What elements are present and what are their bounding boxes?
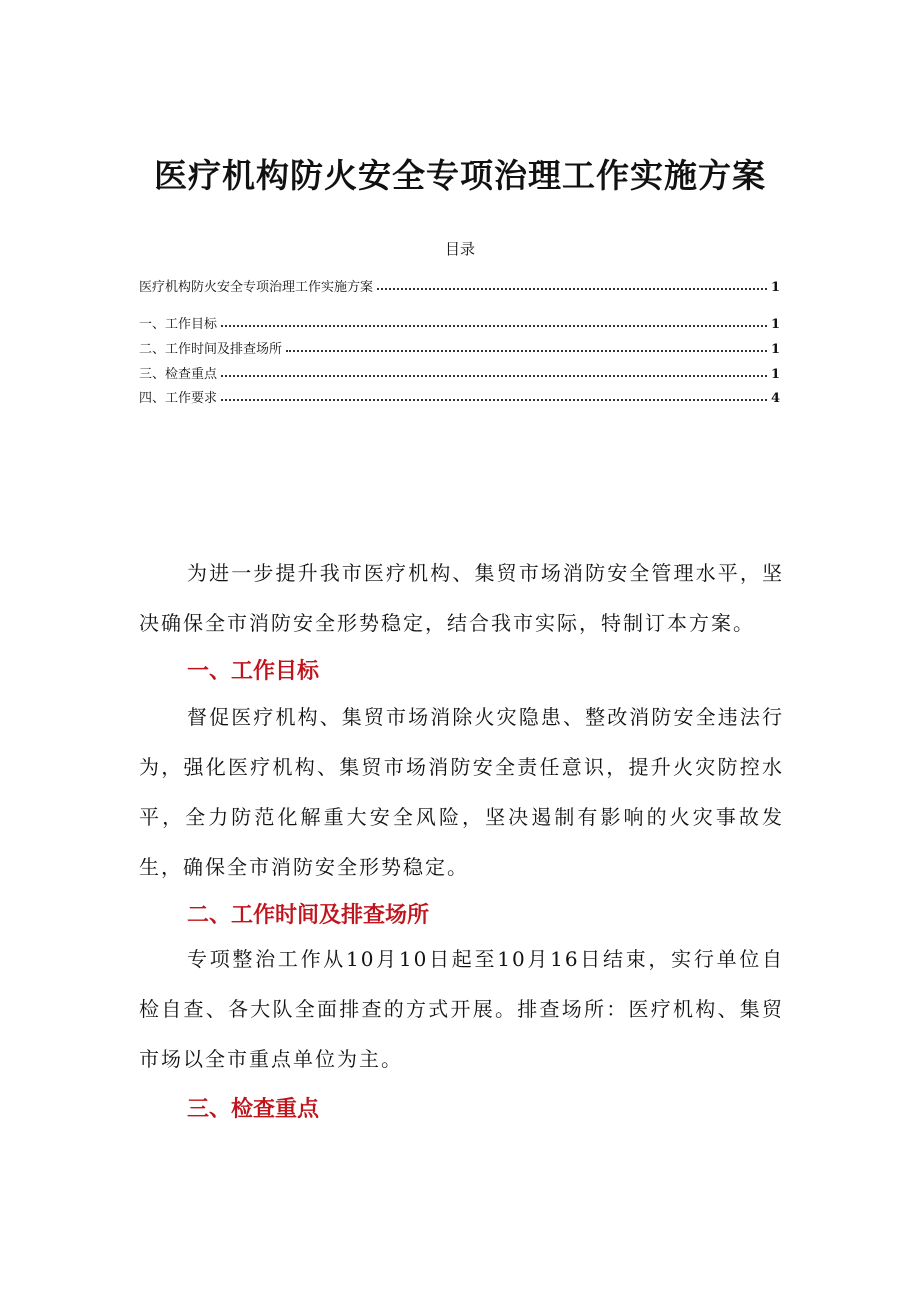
toc-entry-label: 医疗机构防火安全专项治理工作实施方案 (139, 280, 374, 295)
section-text-goals: 督促医疗机构、集贸市场消除火灾隐患、整改消防安全违法行为，强化医疗机构、集贸市场消防安全责任意识，提升火灾防控水平，全力防范化解重大安全风险，坚决遏制有影响的火灾事故发生，确保全市消防安全形势稳定。 (139, 705, 784, 879)
section-heading-goals: 一、工作目标 (187, 659, 320, 684)
document-title: 医疗机构防火安全专项治理工作实施方案 (154, 156, 766, 195)
toc-entry[interactable] (139, 275, 780, 295)
toc-entry-page: 4 (770, 391, 780, 406)
toc-leader-dots (221, 374, 767, 377)
section-heading-schedule: 二、工作时间及排查场所 (187, 903, 430, 928)
section-text-schedule: 专项整治工作从10月10日起至10月16日结束，实行单位自检自查、各大队全面排查的方式开展。排查场所：医疗机构、集贸市场以全市重点单位为主。 (139, 947, 784, 1071)
toc-heading: 目录 (444, 240, 475, 258)
toc-entry-page: 1 (770, 367, 780, 382)
toc-entry-label: 四、工作要求 (139, 391, 218, 406)
toc-entry-label: 二、工作时间及排查场所 (139, 342, 283, 357)
toc-entry-label: 一、工作目标 (139, 317, 218, 332)
toc-entry[interactable] (139, 362, 780, 382)
toc-entry[interactable] (139, 337, 780, 357)
toc-leader-dots (286, 349, 767, 352)
toc-entry[interactable] (139, 312, 780, 332)
toc-leader-dots (221, 324, 767, 327)
toc-entry-page: 1 (770, 317, 780, 332)
toc-entry-label: 三、检查重点 (139, 367, 218, 382)
toc-entry-page: 1 (770, 342, 780, 357)
section-heading-inspection: 三、检查重点 (187, 1097, 320, 1122)
toc-entry[interactable] (139, 386, 780, 406)
intro-paragraph: 为进一步提升我市医疗机构、集贸市场消防安全管理水平，坚决确保全市消防安全形势稳定，结合我市实际，特制订本方案。 (139, 561, 784, 635)
toc-leader-dots (221, 398, 767, 401)
toc-entry-page: 1 (770, 280, 780, 295)
toc-leader-dots (377, 287, 767, 290)
